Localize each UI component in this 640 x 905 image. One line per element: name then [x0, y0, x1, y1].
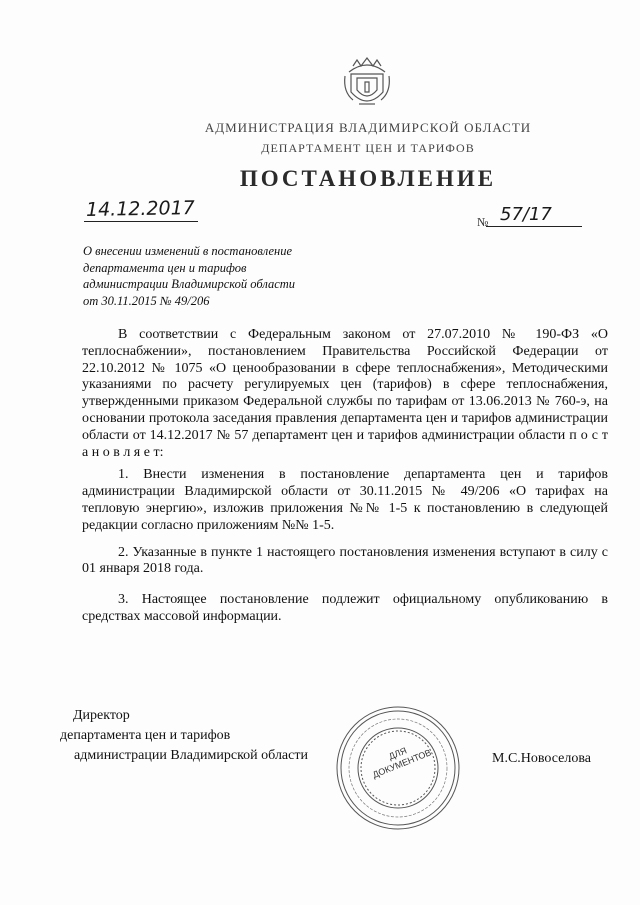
org-name-line-2: ДЕПАРТАМЕНТ ЦЕН И ТАРИФОВ [261, 141, 475, 155]
document-number: 57/17 [500, 204, 552, 225]
document-date: 14.12.2017 [85, 197, 195, 221]
signer-department: департамента цен и тарифов [60, 728, 231, 743]
document-body [82, 327, 608, 626]
document-type-title: ПОСТАНОВЛЕНИЕ [239, 166, 497, 191]
document-subject [83, 243, 323, 309]
subject-line: от 30.11.2015 № 49/206 [83, 293, 210, 308]
subject-line: департамента цен и тарифов [83, 260, 247, 275]
date-underline [84, 221, 198, 222]
preamble-paragraph: В соответствии с Федеральным законом от 27.07.2010 № 190-ФЗ «О теплоснабжении», постановлением Правительства Российской Федерации от 22.10.2012 № 1075 «О ценообразовании в сфере теплоснабжения», Методическими указаниями по расчету регулируемых цен (тарифов) в сфере теплоснабжения, утвержденными приказом Федеральной службы по тарифам от 13.06.2013 № 760-э, на основании протокола заседания правления департамента цен и тарифов администрации области от 14.12.2017 № 57 департамент цен и тарифов администрации области п о с т а н о в л я е т: [82, 327, 608, 460]
clause-2-paragraph: 2. Указанные в пункте 1 настоящего постановления изменения вступают в силу с 01 января 2018 года. [82, 544, 608, 577]
signer-administration: администрации Владимирской области [74, 748, 308, 763]
signer-position: Директор [73, 708, 130, 723]
stamp-center-text: ДЛЯ ДОКУМЕНТОВ [371, 745, 433, 780]
signature-block [60, 706, 308, 766]
number-underline [486, 226, 582, 227]
number-prefix: № [477, 215, 489, 229]
subject-line: администрации Владимирской области [83, 277, 296, 291]
subject-line: О внесении изменений в постановление [83, 244, 293, 258]
org-name-line-1: АДМИНИСТРАЦИЯ ВЛАДИМИРСКОЙ ОБЛАСТИ [204, 120, 532, 135]
clause-3-paragraph: 3. Настоящее постановление подлежит официальному опубликованию в средствах массовой информации. [82, 592, 608, 624]
signer-name: М.С.Новоселова [492, 751, 591, 766]
coat-of-arms-icon [339, 52, 395, 112]
clause-1-paragraph: 1. Внести изменения в постановление департамента цен и тарифов администрации Владимирской области от 30.11.2015 № 49/206 «О тарифах на тепловую энергию», изложив приложения №№ 1-5 к постановлению в следующей редакции согласно приложениям №№ 1-5. [82, 467, 608, 533]
